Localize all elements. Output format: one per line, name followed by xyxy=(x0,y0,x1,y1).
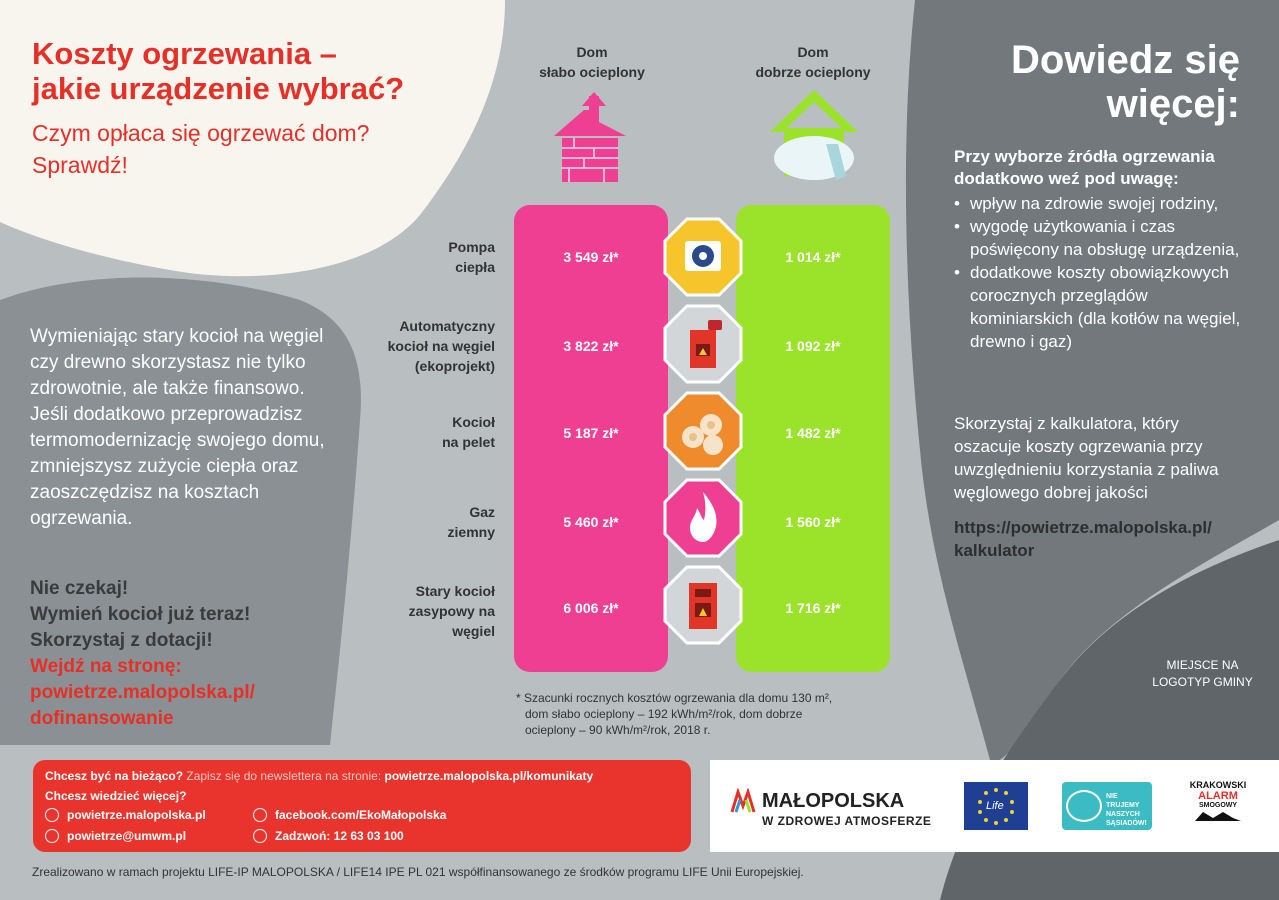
considerations-list xyxy=(954,192,1244,353)
contact-phone-text[interactable]: Zadzwoń: 12 63 03 100 xyxy=(275,829,404,843)
list-item: • wpływ na zdrowie swojej rodziny, xyxy=(954,192,1244,215)
column-header-good-line2: dobrze ocieplony xyxy=(755,64,871,80)
flame-icon xyxy=(663,478,743,558)
contact-www-text[interactable]: powietrze.malopolska.pl xyxy=(67,808,206,822)
facebook-icon xyxy=(253,808,267,822)
cost-poor-old-boiler: 6 006 zł* xyxy=(563,600,619,616)
malopolska-logo-text: MAŁOPOLSKA xyxy=(762,789,905,812)
newsletter-text: Zapisz się do newslettera na stronie: xyxy=(183,769,385,783)
eu-life-text: Life xyxy=(986,800,1004,812)
cost-good-old-boiler: 1 716 zł* xyxy=(785,600,841,616)
krakowski-text-1: KRAKOWSKI xyxy=(1189,780,1247,790)
footnote-line-3: ocieplony – 90 kWh/m²/rok, 2018 r. xyxy=(525,723,711,737)
contact-box xyxy=(33,760,691,852)
list-item: • wygodę użytkowania i czas poświęcony na obsługę urządzenia, xyxy=(954,215,1244,261)
cta-link-1[interactable]: powietrze.malopolska.pl/ xyxy=(30,682,255,703)
nie-trujemy-text: NIE TRUJEMY NASZYCH SĄSIADÓW! xyxy=(1106,793,1147,827)
learn-more-intro: Przy wyborze źródła ogrzewania dodatkowo weź pod uwagę: xyxy=(954,147,1215,188)
cost-poor-gas: 5 460 zł* xyxy=(563,514,619,530)
title-line-2: jakie urządzenie wybrać? xyxy=(32,71,405,106)
cta-line-4: Wejdź na stronę: xyxy=(30,656,182,677)
newsletter-line xyxy=(45,768,685,784)
contact-facebook-text[interactable]: facebook.com/EkoMałopolska xyxy=(275,808,447,822)
cost-good-auto-coal-boiler: 1 092 zł* xyxy=(785,338,841,354)
learn-more-title-line2: więcej: xyxy=(1106,82,1240,126)
heat-pump-icon xyxy=(663,217,743,297)
page-title xyxy=(32,36,502,106)
calculator-link-line2[interactable]: kalkulator xyxy=(954,541,1035,560)
column-header-poor-line1: Dom xyxy=(576,44,608,60)
cta-line-1: Nie czekaj! xyxy=(30,578,129,599)
cta-link-2[interactable]: dofinansowanie xyxy=(30,708,174,729)
column-header-poor xyxy=(512,42,672,82)
row-label-heat-pump: Pompa ciepła xyxy=(448,239,495,275)
contact-email[interactable] xyxy=(45,829,186,843)
footnote-line-2: dom słabo ocieplony – 192 kWh/m²/rok, dom dobrze xyxy=(525,707,803,721)
calculator-link-line1[interactable]: https://powietrze.malopolska.pl/ xyxy=(954,518,1212,537)
brick-house-icon xyxy=(544,88,634,188)
globe-icon xyxy=(45,808,59,822)
cta-line-2: Wymień kocioł już teraz! xyxy=(30,604,251,625)
newsletter-link[interactable]: powietrze.malopolska.pl/komunikaty xyxy=(384,769,594,783)
title-line-1: Koszty ogrzewania – xyxy=(32,36,337,71)
learn-more-title-line1: Dowiedz się xyxy=(1011,38,1240,82)
dragon-icon xyxy=(1193,810,1243,822)
eu-life-logo xyxy=(964,782,1028,830)
project-footer: Zrealizowano w ramach projektu LIFE-IP MALOPOLSKA / LIFE14 IPE PL 021 współfinansowanego ze środków programu LIFE Unii Europejskiej. xyxy=(32,865,804,879)
partner-logos xyxy=(710,760,1279,852)
cost-good-pellet: 1 482 zł* xyxy=(785,425,841,441)
list-item: • dodatkowe koszty obowiązkowych corocznych przeglądów kominiarskich (dla kotłów na węgiel, drewno i gaz) xyxy=(954,261,1244,353)
more-info-question: Chcesz wiedzieć więcej? xyxy=(45,789,187,803)
subtitle-line-2: Sprawdź! xyxy=(32,152,128,178)
left-call-to-action xyxy=(30,576,350,732)
cost-poor-auto-coal-boiler: 3 822 zł* xyxy=(563,338,619,354)
phone-icon xyxy=(253,829,267,843)
subtitle-line-1: Czym opłaca się ogrzewać dom? xyxy=(32,120,370,146)
calculator-text: Skorzystaj z kalkulatora, który oszacuje koszty ogrzewania przy uwzględnieniu korzystania z paliwa węglowego dobrej jakości xyxy=(954,414,1219,502)
municipality-logo-placeholder: MIEJSCE NA LOGOTYP GMINY xyxy=(1152,658,1253,689)
malopolska-logo xyxy=(730,788,940,828)
row-label-old-boiler: Stary kocioł zasypowy na węgiel xyxy=(408,583,495,639)
contact-facebook[interactable] xyxy=(253,808,446,822)
no-smoke-icon xyxy=(1066,790,1102,822)
column-header-good xyxy=(733,42,893,82)
footnote xyxy=(516,690,896,738)
row-label-gas: Gaz ziemny xyxy=(447,504,495,540)
cost-good-gas: 1 560 zł* xyxy=(785,514,841,530)
cost-good-heat-pump: 1 014 zł* xyxy=(785,249,841,265)
column-header-poor-line2: słabo ocieplony xyxy=(539,64,645,80)
insulated-house-icon xyxy=(766,84,862,190)
more-info-line xyxy=(45,788,186,804)
footnote-line-1: * Szacunki rocznych kosztów ogrzewania dla domu 130 m², xyxy=(516,691,833,705)
malopolska-tagline: W ZDROWEJ ATMOSFERZE xyxy=(762,814,932,828)
coal-boiler-icon xyxy=(663,304,743,384)
contact-www[interactable] xyxy=(45,808,206,822)
nie-trujemy-logo xyxy=(1062,782,1152,830)
page-subtitle xyxy=(32,117,472,181)
pellet-icon xyxy=(663,391,743,471)
calculator-link[interactable] xyxy=(954,516,1254,562)
contact-phone[interactable] xyxy=(253,829,404,843)
row-label-pellet: Kocioł na pelet xyxy=(442,414,495,450)
left-body-text: Wymieniając stary kocioł na węgiel czy drewno skorzystasz nie tylko zdrowotnie, ale także finansowo. Jeśli dodatkowo przeprowadzisz termomodernizację swojego domu, zmniejszysz zużycie ciepła oraz zaoszczędzisz na kosztach ogrzewania. xyxy=(30,326,325,529)
row-label-auto-coal-boiler: Automatyczny kocioł na węgiel (ekoprojekt) xyxy=(387,318,495,374)
column-header-good-line1: Dom xyxy=(797,44,829,60)
krakowski-text-2: ALARM xyxy=(1198,790,1238,802)
old-boiler-icon xyxy=(663,565,743,645)
krakowski-alarm-logo xyxy=(1188,780,1248,834)
cta-line-3: Skorzystaj z dotacji! xyxy=(30,630,213,651)
cost-poor-heat-pump: 3 549 zł* xyxy=(563,249,619,265)
learn-more-title xyxy=(960,38,1240,126)
malopolska-symbol-icon xyxy=(730,788,756,814)
newsletter-question: Chcesz być na bieżąco? xyxy=(45,769,184,783)
cost-poor-pellet: 5 187 zł* xyxy=(563,425,619,441)
krakowski-text-3: SMOGOWY xyxy=(1198,802,1238,809)
envelope-icon xyxy=(45,829,59,843)
contact-email-text[interactable]: powietrze@umwm.pl xyxy=(67,829,187,843)
